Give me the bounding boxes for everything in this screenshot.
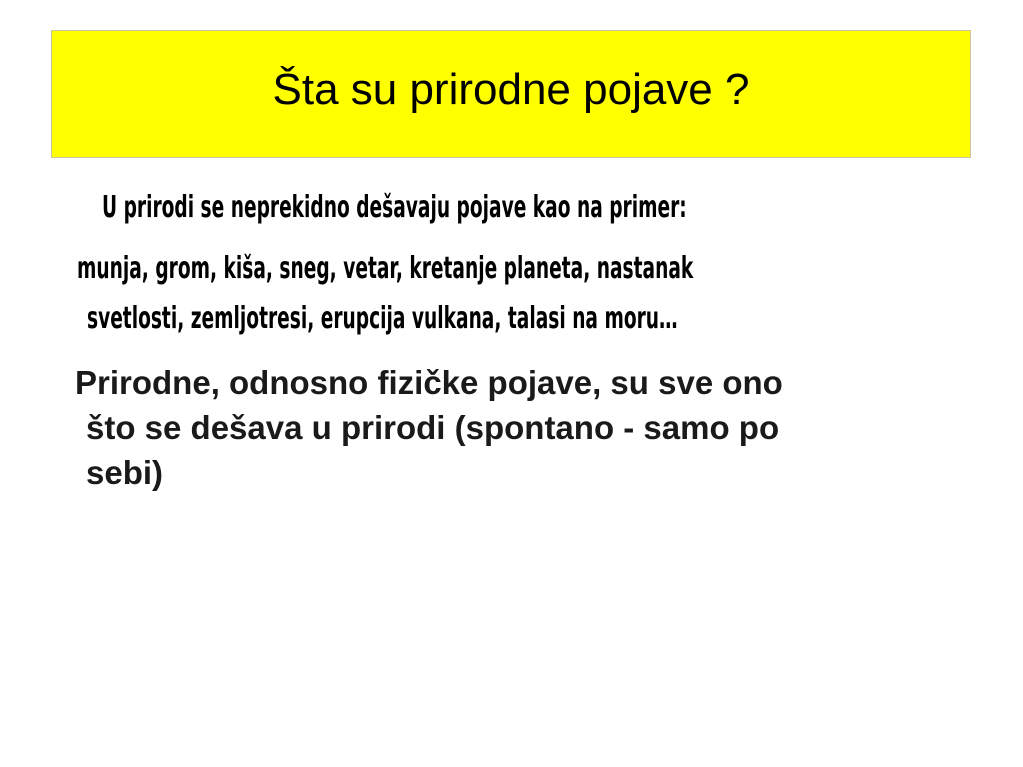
examples-line-1: munja, grom, kiša, sneg, vetar, kretanje planeta, nastanak bbox=[77, 251, 694, 286]
title-banner bbox=[51, 30, 971, 158]
intro-text: U prirodi se neprekidno dešavaju pojave kao na primer: bbox=[102, 190, 687, 225]
definition-line-2: što se dešava u prirodi (spontano - samo po bbox=[86, 409, 780, 446]
definition-paragraph bbox=[75, 360, 975, 495]
definition-line-1: Prirodne, odnosno fizičke pojave, su sve ono bbox=[75, 364, 783, 401]
slide-title: Šta su prirodne pojave ? bbox=[272, 65, 750, 114]
examples-line-2: svetlosti, zemljotresi, erupcija vulkana, talasi na moru… bbox=[87, 301, 678, 336]
definition-line-3: sebi) bbox=[86, 454, 164, 491]
